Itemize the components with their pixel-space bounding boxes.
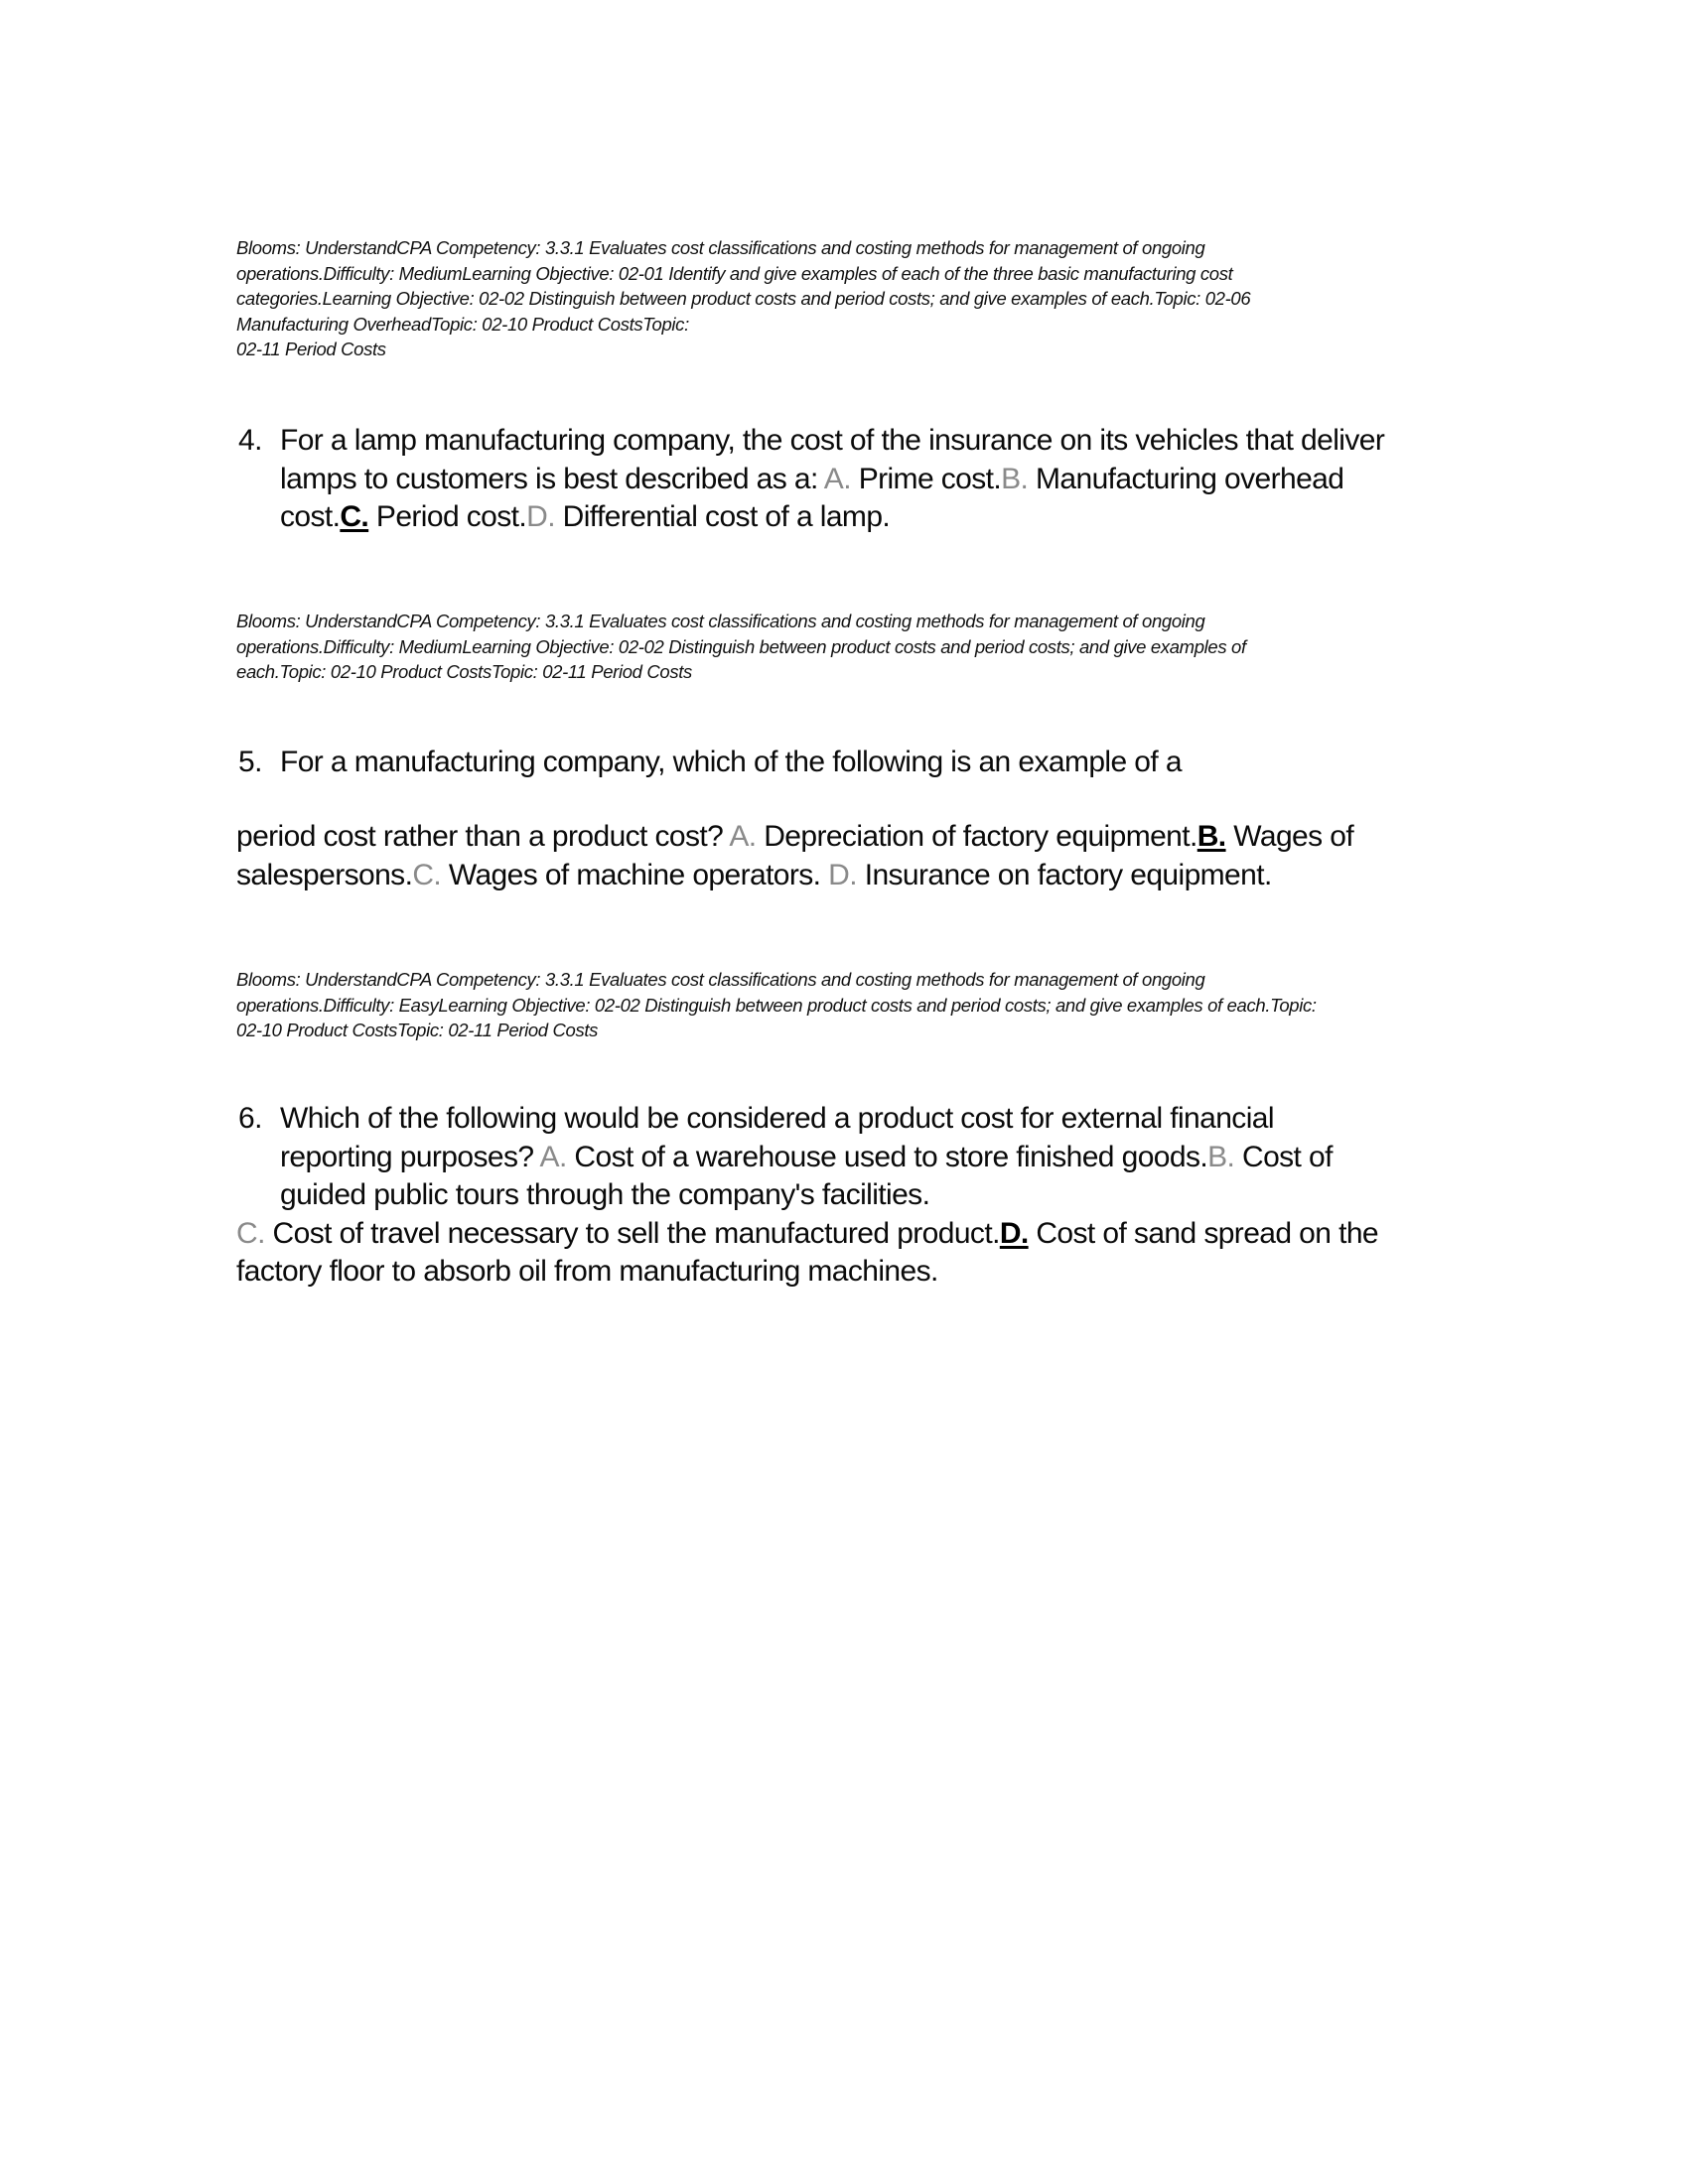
question-metadata-block — [236, 967, 1468, 1043]
metadata-line: Manufacturing OverheadTopic: 02-10 Product CostsTopic: — [236, 313, 689, 335]
question-text: lamps to customers is best described as a: — [280, 462, 824, 495]
question-5 — [236, 744, 1477, 782]
option-d-letter: D. — [526, 500, 555, 533]
question-text: reporting purposes? — [280, 1140, 540, 1173]
option-d-letter-correct: D. — [999, 1216, 1029, 1250]
question-stem-line — [236, 1100, 1477, 1139]
metadata-line: Blooms: UnderstandCPA Competency: 3.3.1 Evaluates cost classifications and costing methods for management of ongoing — [236, 969, 1205, 990]
option-c-letter-correct: C. — [340, 500, 369, 533]
option-b-letter: B. — [1207, 1140, 1235, 1173]
question-metadata-block — [236, 235, 1468, 362]
question-4 — [236, 422, 1477, 537]
option-a-text: Depreciation of factory equipment. — [756, 820, 1197, 853]
option-a-letter: A. — [539, 1140, 567, 1173]
metadata-line: operations.Difficulty: MediumLearning Objective: 02-02 Distinguish between product costs and period costs; and give examples of — [236, 635, 1246, 657]
option-b-letter: B. — [1001, 462, 1029, 495]
question-stem-line — [236, 422, 1477, 461]
question-5-continued — [236, 818, 1477, 894]
option-d-text: Insurance on factory equipment. — [856, 858, 1272, 891]
option-b-letter-correct: B. — [1196, 820, 1226, 853]
question-stem-line — [236, 498, 1477, 537]
metadata-line: Blooms: UnderstandCPA Competency: 3.3.1 Evaluates cost classifications and costing methods for management of ongoing — [236, 611, 1205, 631]
option-d-text: Differential cost of a lamp. — [554, 500, 891, 533]
option-c-letter: C. — [236, 1216, 265, 1250]
question-text: For a manufacturing company, which of the following is an example of a — [280, 746, 1182, 778]
option-b-text-cont: cost. — [280, 500, 341, 533]
question-text: Which of the following would be considered a product cost for external financial — [280, 1102, 1274, 1135]
question-stem-line — [236, 1253, 1477, 1292]
question-6 — [236, 1100, 1477, 1292]
metadata-line: Blooms: UnderstandCPA Competency: 3.3.1 Evaluates cost classifications and costing methods for management of ongoing — [236, 237, 1205, 258]
metadata-line: operations.Difficulty: MediumLearning Objective: 02-01 Identify and give examples of each of the three basic manufacturing cost — [236, 262, 1233, 284]
metadata-line: 02-11 Period Costs — [236, 339, 386, 359]
option-d-letter: D. — [828, 858, 857, 891]
option-b-text-cont: guided public tours through the company's facilities. — [280, 1178, 930, 1211]
option-b-text-cont: salespersons. — [236, 858, 413, 891]
question-stem-line — [236, 857, 1477, 895]
question-stem-line — [236, 1215, 1477, 1254]
metadata-line: categories.Learning Objective: 02-02 Distinguish between product costs and period costs; and give examples of each.Topic: 02-06 — [236, 288, 1251, 309]
question-text: For a lamp manufacturing company, the cost of the insurance on its vehicles that deliver — [280, 424, 1385, 457]
metadata-line: operations.Difficulty: EasyLearning Objective: 02-02 Distinguish between product costs and period costs; and give examples of each.Topic: — [236, 994, 1317, 1016]
option-b-text: Wages of — [1225, 820, 1354, 853]
option-a-letter: A. — [823, 462, 851, 495]
option-a-text: Prime cost. — [850, 462, 1002, 495]
option-b-text: Cost of — [1234, 1140, 1333, 1173]
metadata-line: 02-10 Product CostsTopic: 02-11 Period Costs — [236, 1020, 599, 1040]
question-stem-line — [236, 461, 1477, 499]
question-stem-line — [236, 1139, 1477, 1177]
question-text: period cost rather than a product cost? — [236, 820, 730, 853]
question-number: 5. — [238, 746, 262, 778]
metadata-line: each.Topic: 02-10 Product CostsTopic: 02-11 Period Costs — [236, 661, 692, 682]
question-metadata-block — [236, 609, 1468, 685]
option-b-text: Manufacturing overhead — [1028, 462, 1344, 495]
question-stem-line — [236, 818, 1477, 857]
option-c-letter: C. — [412, 858, 442, 891]
option-c-text: Wages of machine operators. — [441, 858, 829, 891]
option-d-text: Cost of sand spread on the — [1028, 1216, 1378, 1250]
option-c-text: Cost of travel necessary to sell the manufactured product. — [264, 1216, 1000, 1250]
question-stem-line — [236, 1176, 1477, 1215]
option-a-text: Cost of a warehouse used to store finished goods. — [566, 1140, 1208, 1173]
question-number: 4. — [238, 424, 262, 457]
option-d-text-cont: factory floor to absorb oil from manufacturing machines. — [236, 1255, 938, 1288]
option-c-text: Period cost. — [368, 500, 527, 533]
question-stem-line — [236, 744, 1477, 782]
question-number: 6. — [238, 1102, 262, 1135]
option-a-letter: A. — [729, 820, 757, 853]
